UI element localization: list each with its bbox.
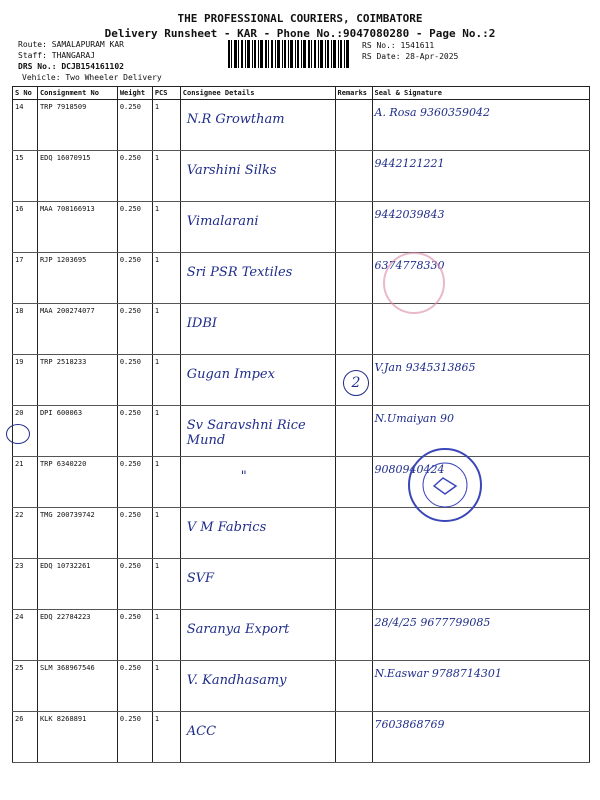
rs-date-field: RS Date: 28-Apr-2025 <box>362 52 459 61</box>
pcs-cell: 1 <box>152 151 180 202</box>
signature-cell: V.Jan 9345313865 <box>372 355 590 406</box>
header-remarks: Remarks <box>335 87 372 100</box>
consignee-cell: V M Fabrics <box>180 508 335 559</box>
remarks-cell <box>335 304 372 355</box>
weight-cell: 0.250 <box>117 304 152 355</box>
table-row <box>13 457 590 508</box>
header-pcs: PCS <box>152 87 180 100</box>
remarks-cell <box>335 457 372 508</box>
table-row <box>13 304 590 355</box>
sno-cell: 19 <box>13 355 38 406</box>
weight-cell: 0.250 <box>117 610 152 661</box>
weight-cell: 0.250 <box>117 151 152 202</box>
weight-cell: 0.250 <box>117 712 152 763</box>
table-row <box>13 712 590 763</box>
remarks-cell <box>335 559 372 610</box>
table-row <box>13 100 590 151</box>
signature-cell: A. Rosa 9360359042 <box>372 100 590 151</box>
sno-cell: 15 <box>13 151 38 202</box>
table-row <box>13 406 590 457</box>
remarks-cell <box>335 661 372 712</box>
consignee-cell: Vimalarani <box>180 202 335 253</box>
sno-cell: 17 <box>13 253 38 304</box>
runsheet-table <box>12 86 590 763</box>
sno-cell: 23 <box>13 559 38 610</box>
consignee-cell: Sri PSR Textiles <box>180 253 335 304</box>
header-signature: Seal & Signature <box>372 87 590 100</box>
remarks-cell <box>335 151 372 202</box>
signature-cell: N.Umaiyan 90 <box>372 406 590 457</box>
pcs-cell: 1 <box>152 406 180 457</box>
document-subtitle: Delivery Runsheet - KAR - Phone No.:9047080280 - Page No.:2 <box>104 27 496 40</box>
remarks-cell <box>335 406 372 457</box>
weight-cell: 0.250 <box>117 100 152 151</box>
barcode-image <box>228 40 350 68</box>
header-consignment: Consignment No <box>37 87 117 100</box>
route-field: Route: SAMALAPURAM KAR <box>18 40 124 49</box>
remarks-cell <box>335 202 372 253</box>
pcs-cell: 1 <box>152 100 180 151</box>
remarks-cell <box>335 253 372 304</box>
table-header-row <box>13 87 590 100</box>
table-row <box>13 253 590 304</box>
header-weight: Weight <box>117 87 152 100</box>
consignment-cell: TRP 2518233 <box>37 355 117 406</box>
weight-cell: 0.250 <box>117 355 152 406</box>
pcs-cell: 1 <box>152 253 180 304</box>
table-row <box>13 559 590 610</box>
signature-cell <box>372 508 590 559</box>
pcs-cell: 1 <box>152 508 180 559</box>
consignee-cell: SVF <box>180 559 335 610</box>
vehicle-field: Vehicle: Two Wheeler Delivery <box>22 73 162 82</box>
weight-cell: 0.250 <box>117 202 152 253</box>
consignee-cell: Varshini Silks <box>180 151 335 202</box>
table-row <box>13 508 590 559</box>
rs-no-field: RS No.: 1541611 <box>362 41 435 50</box>
pink-stamp <box>383 252 445 314</box>
consignment-cell: MAA 200274077 <box>37 304 117 355</box>
signature-cell: N.Easwar 9788714301 <box>372 661 590 712</box>
weight-cell: 0.250 <box>117 253 152 304</box>
header-consignee: Consignee Details <box>180 87 335 100</box>
table-row <box>13 661 590 712</box>
sno-cell: 21 <box>13 457 38 508</box>
pcs-cell: 1 <box>152 355 180 406</box>
consignee-cell: " <box>180 457 335 508</box>
consignment-cell: EDQ 16070915 <box>37 151 117 202</box>
pcs-cell: 1 <box>152 610 180 661</box>
consignee-cell: Sv Saravshni Rice Mund <box>180 406 335 457</box>
consignment-cell: SLM 368967546 <box>37 661 117 712</box>
sno-cell: 18 <box>13 304 38 355</box>
seal-emblem-icon <box>410 450 480 520</box>
sno-cell: 20 <box>13 406 38 457</box>
consignment-cell: EDQ 22784223 <box>37 610 117 661</box>
consignment-cell: MAA 708166913 <box>37 202 117 253</box>
remarks-cell <box>335 712 372 763</box>
remarks-cell <box>335 508 372 559</box>
table-row <box>13 610 590 661</box>
signature-cell: 9442121221 <box>372 151 590 202</box>
consignee-cell: Gugan Impex <box>180 355 335 406</box>
weight-cell: 0.250 <box>117 661 152 712</box>
weight-cell: 0.250 <box>117 406 152 457</box>
pcs-cell: 1 <box>152 304 180 355</box>
pcs-cell: 1 <box>152 712 180 763</box>
sno-cell: 24 <box>13 610 38 661</box>
pcs-cell: 1 <box>152 661 180 712</box>
consignment-cell: TRP 7918509 <box>37 100 117 151</box>
remarks-cell <box>335 610 372 661</box>
consignment-cell: TRP 6340220 <box>37 457 117 508</box>
sno-cell: 26 <box>13 712 38 763</box>
consignment-cell: RJP 1203695 <box>37 253 117 304</box>
staff-field: Staff: THANGARAJ <box>18 51 96 60</box>
signature-cell: 9442039843 <box>372 202 590 253</box>
sno-cell: 22 <box>13 508 38 559</box>
drs-field: DRS No.: DCJB154161102 <box>18 62 124 71</box>
pcs-cell: 1 <box>152 457 180 508</box>
consignment-cell: KLK 8268891 <box>37 712 117 763</box>
consignee-cell: V. Kandhasamy <box>180 661 335 712</box>
table-row <box>13 151 590 202</box>
sno-cell: 25 <box>13 661 38 712</box>
signature-cell: 28/4/25 9677799085 <box>372 610 590 661</box>
signature-cell <box>372 559 590 610</box>
circled-annotation: 2 <box>343 370 369 396</box>
consignment-cell: TMG 200739742 <box>37 508 117 559</box>
header-sno: S No <box>13 87 38 100</box>
company-seal-stamp <box>408 448 482 522</box>
consignment-cell: DPI 600063 <box>37 406 117 457</box>
sno-cell: 14 <box>13 100 38 151</box>
document-title: THE PROFESSIONAL COURIERS, COIMBATORE <box>177 12 423 25</box>
remarks-cell <box>335 100 372 151</box>
consignee-cell: Saranya Export <box>180 610 335 661</box>
consignee-cell: N.R Growtham <box>180 100 335 151</box>
signature-cell: 7603868769 <box>372 712 590 763</box>
table-row <box>13 202 590 253</box>
pcs-cell: 1 <box>152 202 180 253</box>
sno-circle-mark <box>6 424 30 444</box>
consignee-cell: ACC <box>180 712 335 763</box>
weight-cell: 0.250 <box>117 559 152 610</box>
consignment-cell: EDQ 10732261 <box>37 559 117 610</box>
table-row <box>13 355 590 406</box>
weight-cell: 0.250 <box>117 508 152 559</box>
signature-cell: 9080940424 <box>372 457 590 508</box>
weight-cell: 0.250 <box>117 457 152 508</box>
signature-cell: 6374778330 <box>372 253 590 304</box>
sno-cell: 16 <box>13 202 38 253</box>
consignee-cell: IDBI <box>180 304 335 355</box>
pcs-cell: 1 <box>152 559 180 610</box>
